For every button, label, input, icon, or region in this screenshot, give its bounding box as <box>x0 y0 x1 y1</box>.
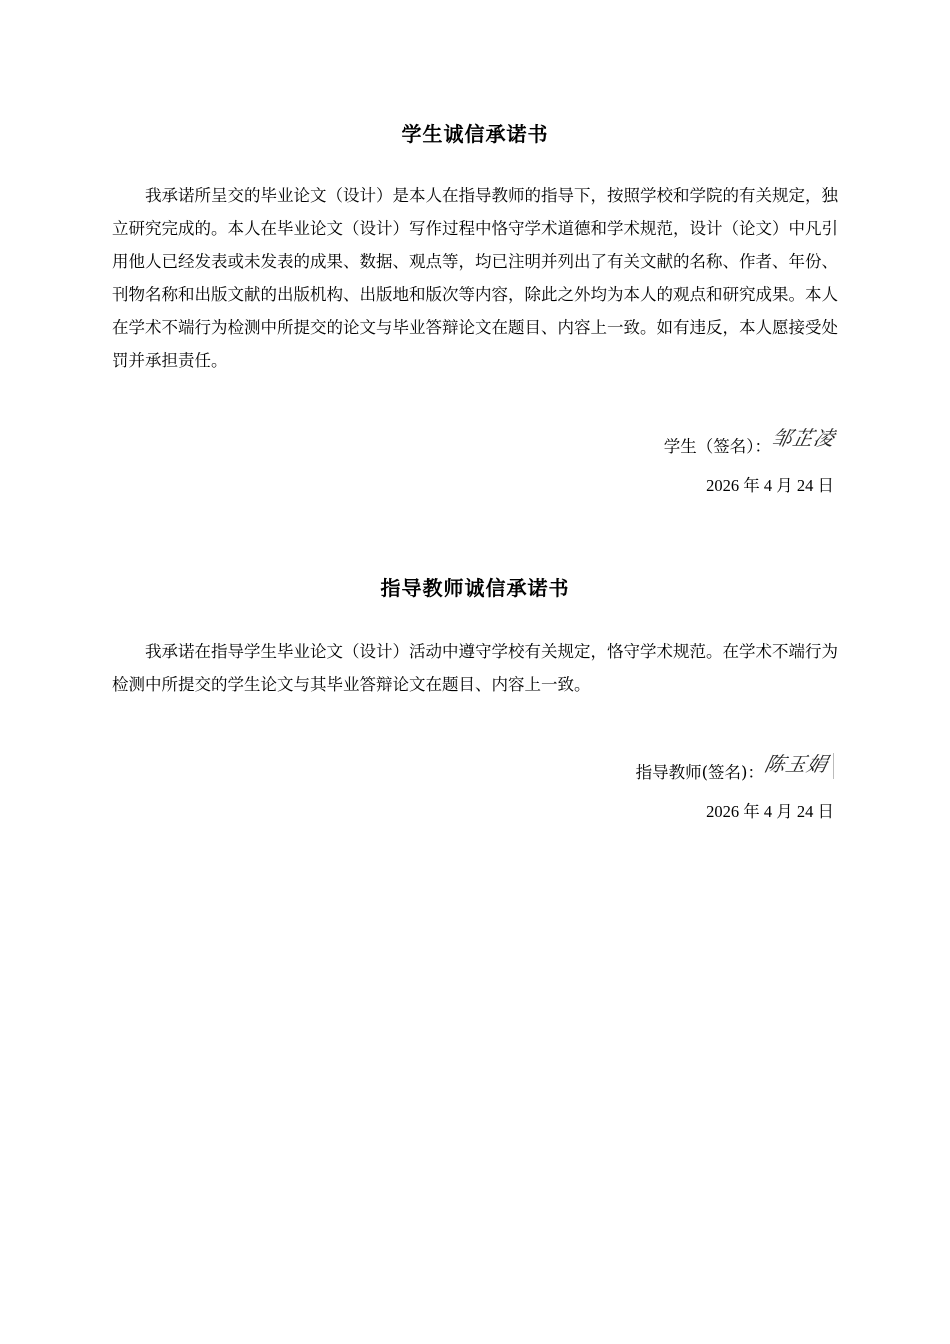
signature-divider <box>833 753 834 779</box>
student-signature-date: 2026 年 4 月 24 日 <box>706 476 834 495</box>
advisor-handwritten-signature: 陈玉娟 <box>762 752 831 776</box>
student-handwritten-signature: 邹芷凌 <box>769 426 838 450</box>
student-pledge-paragraph: 我承诺所呈交的毕业论文（设计）是本人在指导教师的指导下，按照学校和学院的有关规定，独立研究完成的。本人在毕业论文（设计）写作过程中恪守学术道德和学术规范，设计（论文）中凡引用他人已经发表或未发表的成果、数据、观点等，均已注明并列出了有关文献的名称、作者、年份、刊物名称和出版文献的出版机构、出版地和版次等内容，除此之外均为本人的观点和研究成果。本人在学术不端行为检测中所提交的论文与毕业答辩论文在题目、内容上一致。如有违反，本人愿接受处罚并承担责任。 <box>112 186 838 370</box>
advisor-pledge-title: 指导教师诚信承诺书 <box>380 576 570 600</box>
student-signature-label: 学生（签名）： <box>663 437 771 456</box>
student-pledge-title: 学生诚信承诺书 <box>401 122 549 146</box>
advisor-signature-line <box>636 754 834 783</box>
advisor-pledge-paragraph: 我承诺在指导学生毕业论文（设计）活动中遵守学校有关规定，恪守学术规范。在学术不端行为检测中所提交的学生论文与其毕业答辩论文在题目、内容上一致。 <box>112 642 838 694</box>
advisor-signature-label: 指导教师(签名)： <box>635 763 764 782</box>
student-signature-line <box>663 426 838 457</box>
advisor-signature-date: 2026 年 4 月 24 日 <box>706 802 834 821</box>
